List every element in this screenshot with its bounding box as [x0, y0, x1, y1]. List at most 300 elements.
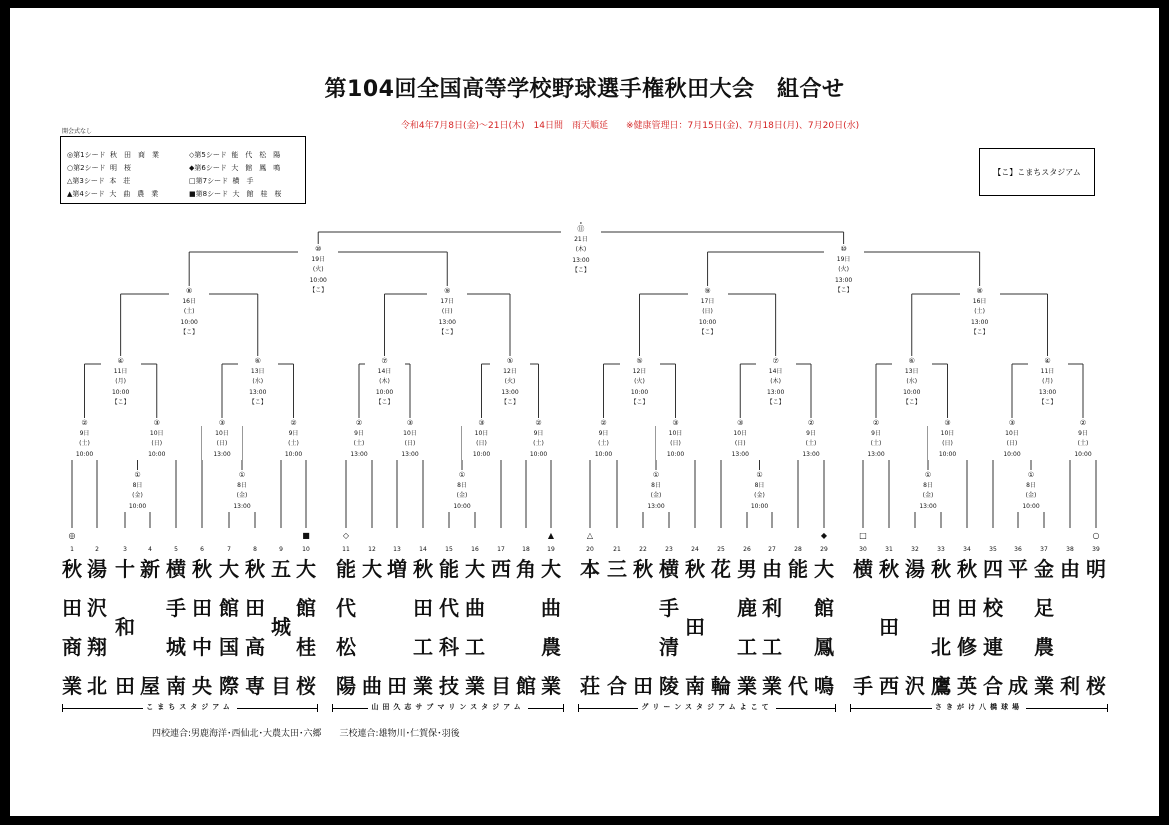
- team-char: 北: [87, 674, 107, 698]
- team-name-column: [436, 558, 462, 698]
- game-date: 9日: [598, 429, 609, 437]
- game-date: 12日: [503, 367, 517, 375]
- team-number: 13: [393, 546, 401, 553]
- game-date: 10日: [215, 429, 229, 437]
- team-char: 花: [711, 557, 731, 581]
- game-time: 10:00: [938, 450, 957, 458]
- game-date: 17日: [700, 297, 715, 305]
- game-date: 9日: [1078, 429, 1088, 437]
- game-no: ①: [458, 471, 466, 479]
- team-char: 館: [296, 596, 316, 620]
- team-char: 校: [983, 596, 1003, 620]
- team-char: 商: [62, 635, 82, 659]
- game-time: 13:00: [401, 450, 419, 458]
- team-name-column: [1031, 558, 1057, 698]
- game-info-q1: [101, 356, 141, 409]
- team-char: 桜: [1086, 674, 1106, 698]
- game-no: ③: [478, 419, 485, 427]
- team-number: 36: [1014, 546, 1022, 553]
- game-info-q8: [1028, 356, 1068, 409]
- team-char: 田: [413, 596, 433, 620]
- team-char: 足: [1034, 596, 1054, 620]
- team-char: 南: [685, 674, 705, 698]
- team-name-column: [488, 558, 514, 698]
- game-date: 11日: [1040, 367, 1055, 375]
- game-day: (水): [252, 378, 264, 385]
- team-char: 増: [387, 557, 407, 581]
- game-no: ①: [652, 471, 660, 479]
- team-char: 沢: [905, 674, 925, 698]
- team-char: 平: [1008, 557, 1028, 581]
- game-time: 10:00: [1022, 502, 1040, 510]
- game-info-g4: [274, 418, 314, 460]
- team-number: 23: [665, 546, 673, 553]
- game-time: 13:00: [647, 502, 665, 510]
- game-info-q2: [238, 356, 278, 409]
- game-time: 13:00: [350, 450, 368, 458]
- game-day: (金): [132, 492, 143, 499]
- game-no: ③: [944, 419, 951, 427]
- team-number: 9: [279, 546, 283, 553]
- game-no: ⑧: [976, 287, 983, 295]
- team-number: 2: [95, 546, 99, 553]
- team-number: 12: [368, 546, 376, 553]
- team-number: 3: [123, 546, 127, 553]
- team-number: 1: [70, 546, 74, 553]
- team-char: 清: [659, 635, 679, 659]
- game-time: 10:00: [453, 502, 471, 510]
- game-no: ③: [218, 419, 226, 427]
- game-info-g11: [720, 418, 760, 460]
- game-venue: 【こ】: [630, 399, 649, 406]
- legend-seed-2: ○第2シード 明桜: [67, 164, 139, 172]
- team-name-column: [902, 558, 928, 698]
- team-char: 秋: [957, 557, 977, 581]
- team-name-column: [189, 558, 215, 698]
- game-no: ⑩: [315, 245, 322, 253]
- team-char: 秋: [633, 557, 653, 581]
- game-info-g16: [1063, 418, 1103, 460]
- team-char: 湯: [87, 557, 107, 581]
- game-day: (火): [312, 266, 324, 273]
- venue-label-yabase: さきがけ八橋球場: [850, 702, 1108, 714]
- team-name-column: [163, 558, 189, 698]
- game-date: 10日: [733, 429, 748, 437]
- team-number: 32: [911, 546, 919, 553]
- game-info-g13: [856, 418, 896, 460]
- game-date: 10日: [668, 429, 683, 437]
- team-char: 四: [983, 557, 1003, 581]
- team-char: 連: [983, 635, 1003, 659]
- game-date: 8日: [132, 481, 143, 489]
- game-no: ①: [756, 471, 763, 479]
- game-time: 10:00: [750, 502, 769, 510]
- game-no: ①: [238, 471, 246, 479]
- game-venue: 【こ】: [500, 399, 519, 406]
- game-day: (日): [670, 440, 681, 447]
- game-no: ④: [1044, 357, 1051, 365]
- team-char: 手: [166, 596, 186, 620]
- team-char: 業: [1034, 674, 1054, 698]
- team-char: 沢: [87, 596, 107, 620]
- team-char: 代: [788, 674, 808, 698]
- game-date: 9日: [79, 429, 90, 437]
- team-number: 14: [419, 546, 427, 553]
- team-char: 能: [336, 557, 356, 581]
- team-char: 業: [762, 674, 782, 698]
- game-info-q6: [756, 356, 796, 409]
- game-info-g12: [791, 418, 831, 460]
- team-char: 三: [607, 557, 627, 581]
- team-char: 西: [491, 557, 511, 581]
- team-char: 鷹: [931, 674, 951, 698]
- team-char: 秋: [245, 557, 265, 581]
- team-number: 11: [342, 546, 350, 553]
- legend-seed-7: □第7シード 横手: [189, 177, 261, 185]
- game-time: 10:00: [903, 388, 921, 396]
- game-date: 9日: [871, 429, 881, 437]
- game-venue: 【こ】: [698, 329, 717, 336]
- game-day: (金): [1025, 492, 1037, 499]
- game-no: ③: [737, 419, 744, 427]
- team-char: 利: [1060, 674, 1080, 698]
- team-char: 曲: [362, 674, 382, 698]
- game-date: 10日: [940, 429, 955, 437]
- team-char: 秋: [685, 557, 705, 581]
- team-char: 際: [219, 674, 239, 698]
- team-name-column: [1005, 558, 1031, 698]
- team-name-column: [216, 558, 242, 698]
- team-number: 28: [794, 546, 802, 553]
- game-day: (日): [1006, 440, 1018, 447]
- game-no: ③: [153, 419, 160, 427]
- game-venue: 【こ】: [970, 329, 989, 336]
- game-time: 13:00: [834, 276, 853, 284]
- game-date: 14日: [768, 367, 783, 375]
- team-number: 7: [227, 546, 231, 553]
- game-date: 19日: [311, 255, 326, 263]
- game-time: 13:00: [731, 450, 749, 458]
- team-name-column: [268, 558, 294, 698]
- team-char: 屋: [140, 674, 160, 698]
- seed-mark: △: [586, 531, 594, 540]
- game-day: (土): [870, 440, 882, 447]
- team-number: 6: [200, 546, 204, 553]
- game-time: 10:00: [75, 450, 94, 458]
- game-day: (日): [216, 440, 228, 447]
- game-no: ⑪: [577, 225, 585, 233]
- game-info-r1_37: [1011, 470, 1051, 512]
- team-char: 大: [465, 557, 485, 581]
- game-time: 13:00: [766, 388, 785, 396]
- game-time: 10:00: [594, 450, 613, 458]
- game-no: ⑥: [908, 357, 915, 365]
- team-char: 南: [166, 674, 186, 698]
- game-date: 13日: [250, 367, 265, 375]
- game-day: (土): [353, 440, 365, 447]
- team-char: 角: [516, 557, 536, 581]
- game-day: (土): [1077, 440, 1089, 447]
- game-no: ①: [134, 471, 141, 479]
- game-date: 12日: [632, 367, 647, 375]
- legend-seed-1: ◎第1シード 秋田商業: [67, 151, 167, 159]
- team-char: 十: [115, 557, 135, 581]
- team-char: 田: [879, 615, 899, 639]
- game-date: 17日: [440, 297, 455, 305]
- game-info-g1: [65, 418, 105, 460]
- game-day: (日): [702, 308, 713, 315]
- game-no: ⑦: [381, 357, 388, 365]
- team-char: 大: [219, 557, 239, 581]
- game-info-g3: [202, 418, 242, 460]
- team-char: 翔: [87, 635, 107, 659]
- team-char: 手: [659, 596, 679, 620]
- team-char: 館: [219, 596, 239, 620]
- team-char: 合: [983, 674, 1003, 698]
- team-char: 技: [439, 674, 459, 698]
- team-number: 18: [522, 546, 530, 553]
- game-info-r1_8: [222, 470, 262, 512]
- team-char: 曲: [465, 596, 485, 620]
- game-date: 8日: [1026, 481, 1036, 489]
- team-number: 8: [253, 546, 257, 553]
- game-time: 10:00: [529, 450, 548, 458]
- game-date: 14日: [377, 367, 392, 375]
- venue-label-komachi: こまちスタジアム: [62, 702, 318, 714]
- team-number: 17: [497, 546, 505, 553]
- game-date: 10日: [1005, 429, 1019, 437]
- team-char: 科: [439, 635, 459, 659]
- game-day: (日): [151, 440, 163, 447]
- game-day: (土): [974, 308, 985, 315]
- game-date: 9日: [354, 429, 364, 437]
- team-char: 代: [439, 596, 459, 620]
- game-venue: 【こ】: [834, 287, 853, 294]
- game-day: (水): [906, 378, 918, 385]
- team-name-column: [708, 558, 734, 698]
- game-time: 13:00: [501, 388, 519, 396]
- legend-seed-5: ◇第5シード 能代松陽: [189, 151, 288, 159]
- game-venue: 【こ】: [309, 287, 328, 294]
- team-number: 20: [586, 546, 594, 553]
- team-char: 鹿: [737, 596, 757, 620]
- game-no: ⑧: [186, 287, 193, 295]
- game-time: 13:00: [249, 388, 267, 396]
- team-name-column: [604, 558, 630, 698]
- team-char: 桂: [296, 635, 316, 659]
- opening-ceremony-note: 開会式なし: [62, 128, 93, 135]
- game-no: ③: [1008, 419, 1016, 427]
- team-number: 37: [1040, 546, 1048, 553]
- game-info-q7: [892, 356, 932, 409]
- team-number: 38: [1066, 546, 1074, 553]
- game-time: 10:00: [630, 388, 649, 396]
- legend-seed-3: △第3シード 本荘: [67, 177, 138, 185]
- team-char: 高: [245, 635, 265, 659]
- game-venue: 【こ】: [438, 329, 457, 336]
- team-name-column: [384, 558, 410, 698]
- seed-mark: ■: [302, 531, 310, 540]
- game-day: (月): [115, 378, 126, 385]
- team-char: 業: [541, 674, 561, 698]
- game-info-f1: [298, 244, 338, 297]
- team-char: 工: [465, 635, 485, 659]
- team-char: 国: [219, 635, 239, 659]
- legend-seed-8: ■第8シード 大館桂桜: [189, 190, 289, 198]
- team-name-column: [137, 558, 163, 698]
- team-number: 33: [937, 546, 945, 553]
- game-date: 9日: [288, 429, 299, 437]
- seed-mark: ◆: [820, 531, 828, 540]
- team-char: 代: [336, 596, 356, 620]
- team-char: 由: [1060, 557, 1080, 581]
- game-no: ③: [672, 419, 679, 427]
- game-info-r1_4: [118, 470, 158, 512]
- game-time: 13:00: [867, 450, 885, 458]
- seed-mark: □: [859, 531, 867, 540]
- game-no: ②: [290, 419, 297, 427]
- game-no: ③: [406, 419, 414, 427]
- team-char: 金: [1034, 557, 1054, 581]
- team-name-column: [59, 558, 85, 698]
- seed-mark: ◇: [342, 531, 350, 540]
- game-time: 10:00: [1003, 450, 1021, 458]
- game-day: (金): [922, 492, 934, 499]
- team-number: 25: [717, 546, 725, 553]
- game-date: 21日: [574, 235, 588, 243]
- team-name-column: [811, 558, 837, 698]
- team-name-column: [630, 558, 656, 698]
- game-date: 8日: [651, 481, 661, 489]
- team-char: 大: [814, 557, 834, 581]
- team-number: 16: [471, 546, 479, 553]
- team-char: 男: [737, 557, 757, 581]
- team-name-column: [84, 558, 110, 698]
- game-day: (火): [504, 378, 516, 385]
- game-venue: 【こ】: [180, 329, 199, 336]
- team-char: 五: [271, 557, 291, 581]
- team-name-column: [538, 558, 564, 698]
- team-char: 城: [166, 635, 186, 659]
- team-name-column: [359, 558, 385, 698]
- game-day: (土): [533, 440, 544, 447]
- game-day: (火): [838, 266, 849, 273]
- team-number: 5: [174, 546, 178, 553]
- team-char: 田: [633, 674, 653, 698]
- team-char: 由: [762, 557, 782, 581]
- team-number: 10: [302, 546, 310, 553]
- game-info-g9: [584, 418, 624, 460]
- game-date: 10日: [474, 429, 489, 437]
- game-date: 8日: [237, 481, 247, 489]
- team-name-column: [1057, 558, 1083, 698]
- team-char: 大: [296, 557, 316, 581]
- game-day: (土): [805, 440, 817, 447]
- seed-mark: ◎: [68, 531, 76, 540]
- team-char: 農: [1034, 635, 1054, 659]
- team-char: 英: [957, 674, 977, 698]
- game-day: (木): [770, 378, 781, 385]
- team-char: 北: [931, 635, 951, 659]
- game-no: ⑨: [444, 287, 451, 295]
- game-time: 10:00: [148, 450, 166, 458]
- game-info-r1_27: [740, 470, 780, 512]
- game-no: ②: [81, 419, 88, 427]
- team-char: 田: [245, 596, 265, 620]
- team-name-column: [112, 558, 138, 698]
- team-name-column: [410, 558, 436, 698]
- game-date: 10日: [403, 429, 417, 437]
- game-info-g2: [137, 418, 177, 460]
- seed-mark: ○: [1092, 531, 1100, 540]
- game-info-g10: [656, 418, 696, 460]
- venue-key-box: 【こ】こまちスタジアム: [979, 148, 1095, 196]
- game-venue: 【こ】: [902, 399, 921, 406]
- team-name-column: [682, 558, 708, 698]
- team-name-column: [333, 558, 359, 698]
- team-char: 手: [853, 674, 873, 698]
- team-char: 横: [166, 557, 186, 581]
- team-char: 成: [1008, 674, 1028, 698]
- game-info-g7: [462, 418, 502, 460]
- game-no: ①: [924, 471, 932, 479]
- legend-seed-4: ▲第4シード 大曲農業: [67, 190, 166, 198]
- team-number: 19: [547, 546, 555, 553]
- game-info-s2: [427, 286, 467, 339]
- team-char: 合: [607, 674, 627, 698]
- schedule-subtitle: 令和4年7月8日(金)～21日(木) 14日間 雨天順延 ※健康管理日：7月15日(金)、7月18日(月)、7月20日(水): [400, 121, 860, 131]
- team-name-column: [462, 558, 488, 698]
- game-no: ②: [600, 419, 607, 427]
- team-char: 和: [115, 615, 135, 639]
- team-char: 工: [737, 635, 757, 659]
- game-info-g15: [992, 418, 1032, 460]
- team-number: 26: [743, 546, 751, 553]
- game-day: (金): [236, 492, 248, 499]
- team-name-column: [876, 558, 902, 698]
- team-char: 能: [439, 557, 459, 581]
- game-venue: 【こ】: [571, 267, 590, 274]
- game-info-g14: [928, 418, 968, 460]
- game-time: 13:00: [1038, 388, 1057, 396]
- game-day: (日): [476, 440, 487, 447]
- game-day: (金): [650, 492, 662, 499]
- team-char: 城: [271, 615, 291, 639]
- team-char: 大: [362, 557, 382, 581]
- team-char: 中: [192, 635, 212, 659]
- team-char: 本: [580, 557, 600, 581]
- team-char: 曲: [541, 596, 561, 620]
- page-title: 第104回全国高等学校野球選手権秋田大会 組合せ: [324, 77, 845, 102]
- team-char: 大: [541, 557, 561, 581]
- team-number: 24: [691, 546, 699, 553]
- game-time: 10:00: [472, 450, 491, 458]
- game-day: (日): [942, 440, 953, 447]
- team-name-column: [850, 558, 876, 698]
- team-char: 工: [413, 635, 433, 659]
- team-name-column: [954, 558, 980, 698]
- team-char: 央: [192, 674, 212, 698]
- team-char: 松: [336, 635, 356, 659]
- game-no: ④: [117, 357, 124, 365]
- team-char: 秋: [931, 557, 951, 581]
- team-char: 館: [814, 596, 834, 620]
- venue-label-yokote: グリーンスタジアムよこて: [578, 702, 836, 714]
- team-number: 15: [445, 546, 453, 553]
- game-time: 13:00: [919, 502, 937, 510]
- team-char: 能: [788, 557, 808, 581]
- game-no: ②: [355, 419, 363, 427]
